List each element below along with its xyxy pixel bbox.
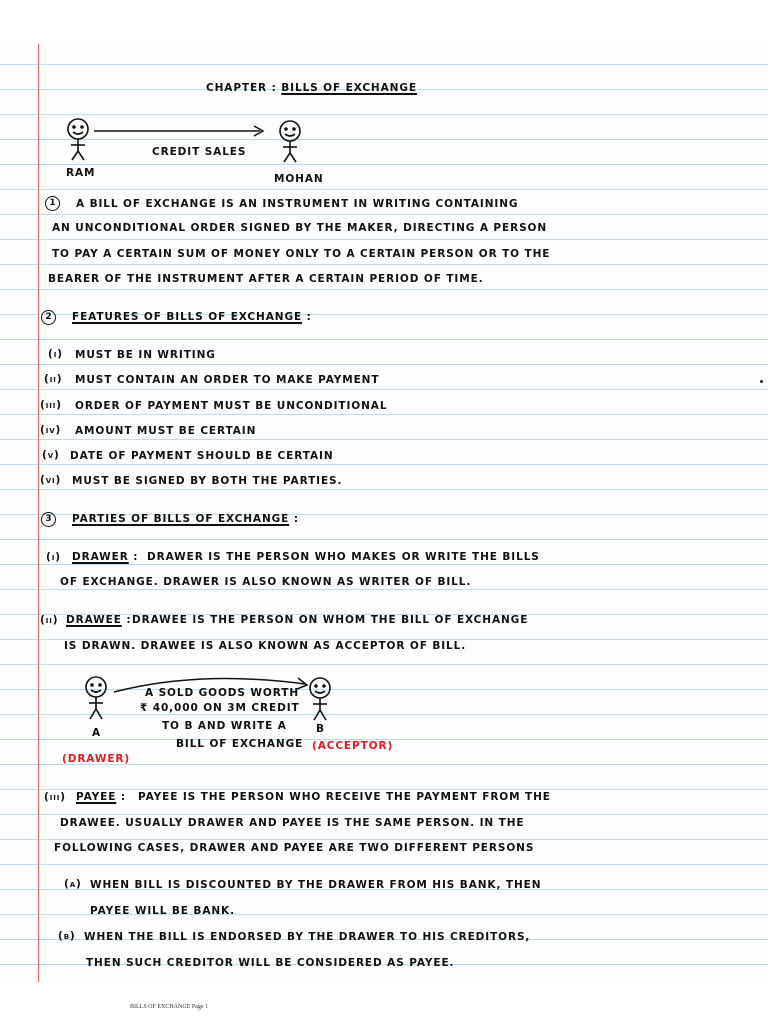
case-line: THEN SUCH CREDITOR WILL BE CONSIDERED AS PAYEE.: [86, 957, 455, 969]
case-line: PAYEE WILL BE BANK.: [90, 905, 235, 917]
page-footer: BILLS OF EXCHANGE Page 1: [130, 1004, 208, 1010]
drawee-definition-line: DRAWEE IS THE PERSON ON WHOM THE BILL OF EXCHANGE: [132, 614, 529, 626]
title-name: BILLS OF EXCHANGE: [281, 82, 417, 94]
list-marker: (ii): [44, 373, 63, 385]
features-heading: FEATURES OF BILLS OF EXCHANGE :: [72, 311, 312, 323]
definition-line: TO PAY A CERTAIN SUM OF MONEY ONLY TO A CERTAIN PERSON OR TO THE: [52, 248, 551, 260]
section-number: 1: [45, 196, 60, 211]
list-item: MUST BE IN WRITING: [75, 349, 216, 361]
diagram-note-line: BILL OF EXCHANGE: [176, 738, 304, 750]
party-label-a: A: [92, 727, 102, 739]
definition-line: BEARER OF THE INSTRUMENT AFTER A CERTAIN PERIOD OF TIME.: [48, 273, 484, 285]
stick-figure-icon: [68, 119, 88, 160]
list-item: ORDER OF PAYMENT MUST BE UNCONDITIONAL: [75, 400, 388, 412]
drawer-definition-line: DRAWER IS THE PERSON WHO MAKES OR WRITE THE BILLS: [147, 551, 540, 563]
payee-definition-line: FOLLOWING CASES, DRAWER AND PAYEE ARE TWO DIFFERENT PERSONS: [54, 842, 535, 854]
credit-sale-diagram: [60, 115, 310, 170]
list-marker: (iii): [44, 791, 66, 803]
payee-definition-line: DRAWEE. USUALLY DRAWER AND PAYEE IS THE SAME PERSON. IN THE: [60, 817, 525, 829]
page-title: [206, 82, 417, 94]
acceptor-role-label: (ACCEPTOR): [312, 740, 394, 752]
diagram-note-line: ₹ 40,000 ON 3M CREDIT: [140, 702, 300, 714]
drawee-term: DRAWEE :: [66, 614, 132, 626]
list-marker: (a): [64, 878, 82, 890]
party-label-mohan: MOHAN: [274, 173, 324, 185]
margin-line: [38, 44, 39, 982]
list-marker: (vi): [40, 474, 62, 486]
arrow-label: CREDIT SALES: [152, 146, 247, 158]
stick-figure-icon: [280, 121, 300, 162]
list-marker: (iii): [40, 399, 62, 411]
party-label-b: B: [316, 723, 325, 735]
list-marker: (ii): [40, 614, 59, 626]
list-marker: (v): [42, 449, 60, 461]
payee-definition-line: PAYEE IS THE PERSON WHO RECEIVE THE PAYMENT FROM THE: [138, 791, 551, 803]
drawee-definition-line: IS DRAWN. DRAWEE IS ALSO KNOWN AS ACCEPTOR OF BILL.: [64, 640, 467, 652]
list-marker: (iv): [40, 424, 62, 436]
definition-line: A BILL OF EXCHANGE IS AN INSTRUMENT IN WRITING CONTAINING: [76, 198, 519, 210]
list-item: MUST BE SIGNED BY BOTH THE PARTIES.: [72, 475, 343, 487]
title-prefix: CHAPTER :: [206, 82, 277, 94]
payee-term: PAYEE :: [76, 791, 126, 803]
diagram-note-line: A SOLD GOODS WORTH: [145, 687, 300, 699]
section-number: 2: [41, 310, 56, 325]
list-item: MUST CONTAIN AN ORDER TO MAKE PAYMENT: [75, 374, 380, 386]
ruled-page: [0, 40, 768, 982]
stick-figure-icon: [310, 678, 330, 720]
party-label-ram: RAM: [66, 167, 96, 179]
list-marker: (i): [48, 348, 63, 360]
list-item: AMOUNT MUST BE CERTAIN: [75, 425, 257, 437]
stick-figure-icon: [86, 677, 106, 719]
parties-heading: PARTIES OF BILLS OF EXCHANGE :: [72, 513, 299, 525]
drawer-term: DRAWER :: [72, 551, 139, 563]
section-number: 3: [41, 512, 56, 527]
list-marker: (b): [58, 930, 76, 942]
case-line: WHEN BILL IS DISCOUNTED BY THE DRAWER FROM HIS BANK, THEN: [90, 879, 542, 891]
drawer-role-label: (DRAWER): [62, 753, 131, 765]
case-line: WHEN THE BILL IS ENDORSED BY THE DRAWER TO HIS CREDITORS,: [84, 931, 531, 943]
diagram-note-line: TO B AND WRITE A: [162, 720, 287, 732]
definition-line: AN UNCONDITIONAL ORDER SIGNED BY THE MAKER, DIRECTING A PERSON: [52, 222, 548, 234]
drawer-definition-line: OF EXCHANGE. DRAWER IS ALSO KNOWN AS WRITER OF BILL.: [60, 576, 472, 588]
list-item: DATE OF PAYMENT SHOULD BE CERTAIN: [70, 450, 334, 462]
ink-dot: [760, 380, 763, 383]
list-marker: (i): [46, 551, 61, 563]
